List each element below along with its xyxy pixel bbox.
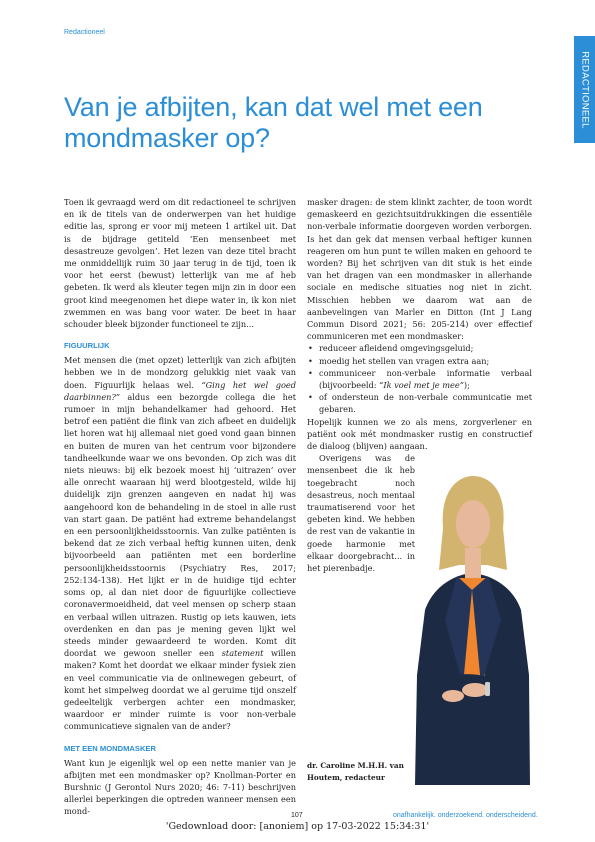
article-title: Van je afbijten, kan dat wel met een mondmasker op? <box>64 92 483 153</box>
list-item: • moedig het stellen van vragen extra aan; <box>307 355 532 367</box>
photo-caption: dr. Caroline M.H.H. van Houtem, redacteur <box>307 761 404 782</box>
section-label: Redactioneel <box>64 29 105 36</box>
list-item-end: ); <box>463 380 470 391</box>
download-notice: 'Gedownload door: [anoniem] op 17-03-2022 15:34:31' <box>165 821 430 832</box>
heading-figuurlijk: FIGUURLIJK <box>64 341 110 351</box>
footer-slogan: onafhankelijk. onderzoekend. onderscheidend. <box>393 812 538 819</box>
watch-shape <box>485 682 490 696</box>
figuurlijk-paragraph <box>64 354 296 732</box>
side-tab <box>574 36 595 143</box>
figuurlijk-text-3: willen maken? Komt het doordat we elkaar minder fysiek zien en veel communicatie via de onlinewegen gebeurt, of komt het simpelweg doordat we al geruime tijd onszelf gedeeltelijk verbergen achter een mondmasker, waardoor er minder ruimte is voor non-verbale communicatieve signalen van de ander? <box>64 648 296 732</box>
author-photo <box>415 470 530 785</box>
list-item-text: communiceer non-verbale informatie verbaal (bijvoorbeeld: <box>319 367 532 391</box>
column-left <box>64 196 296 818</box>
list-item <box>307 367 532 391</box>
mondmasker-paragraph-1: Want kun je eigenlijk wel op een nette manier van je afbijten met een mondmasker op? Knollman-Porter en Burshnic (J Gerontol Nurs 2020; 46: 7-11) beschrijven allerlei beperkingen die optreden wanneer mensen een mond- <box>64 757 296 817</box>
hand-right <box>442 690 464 702</box>
hand-left <box>462 683 488 697</box>
figuurlijk-emphasis: statement <box>221 648 264 659</box>
recommendation-list <box>307 342 532 415</box>
closing-paragraph: Overigens was de mensenbeet die ik heb toegebracht noch desastreus, noch mentaal traumatiserend voor het gebeten kind. We hebben de rest van de vakantie in goede harmonie met elkaar doorgebracht... in het pierenbadje. <box>307 453 415 574</box>
heading-mondmasker: MET EEN MONDMASKER <box>64 743 156 753</box>
figuurlijk-text-2: aldus een bezorgde collega die het rumoer in mijn behandelkamer had gehoord. Het betrof een patiënt die flink van zich afbeet en duidelijk liet horen wat hij allemaal niet goed vond gaan binnen en buiten de muren van het centrum voor bijzondere tandheelkunde waar we ons bevonden. Op zich was dit niets nieuws: bij elk bezoek moest hij ‘uitrazen’ over alle onrecht waaraan hij werd blootgesteld, wilde hij duidelijk zijn grenzen aangeven en nadat hij was aangehoord kon de behandeling in de stoel in alle rust van start gaan. De patiënt had extreme behandelangst en een persoonlijkheidsstoornis. Van zulke patiënten is bekend dat ze zich verbaal heftig kunnen uiten, denk bijvoorbeeld aan patiënten met een borderline persoonlijkheidsstoornis (Psychiatry Res, 2017; 252:134-138). Het lijkt er in de huidige tijd echter soms op, al dan niet door de figuurlijke collectieve coronavermoeidheid, dat veel mensen op scherp staan en verbaal willen uitrazen. Rustig op iets kauwen, iets overdenken en dan pas je mening geven lijkt wel steeds minder gewaardeerd te worden. Komt dit doordat we gewoon sneller een <box>64 391 296 659</box>
list-item: • reduceer afleidend omgevingsgeluid; <box>307 342 532 354</box>
intro-paragraph: Toen ik gevraagd werd om dit redactioneel te schrijven en ik de titels van de onderwerpen van het huidige editie las, sprong er voor mij meteen 1 artikel uit. Dat is de bijdrage getiteld ‘Een mensenbeet met desastreuze gevolgen’. Het lezen van deze titel bracht me onmiddellijk ruim 30 jaar terug in de tijd, toen ik voor het eerst (bewust) letterlijk van me af heb gebeten. Ik werd als kleuter tegen mijn zin in door een groot kind meegenomen het diepe water in, ik kon niet zwemmen en was bang voor water. De beet in haar schouder bleek bijzonder functioneel te zijn... <box>64 197 296 330</box>
mondmasker-paragraph-2: masker dragen: de stem klinkt zachter, de toon wordt gemaskeerd en gezichtsuitdrukkingen die essentiële non-verbale informatie doorgeven worden verborgen. Is het dan gek dat mensen verbaal heftiger kunnen reageren om hun punt te willen maken en gehoord te worden? Bij het schrijven van dit stuk is het einde van het dragen van een mondmasker in allerhande sociale en medische situaties nog niet in zicht. Misschien hebben we daarom wat aan de aanbevelingen van Marler en Ditton (Int J Lang Commun Disord 2021; 56: 205-214) over effectief communiceren met een mondmasker: <box>307 197 532 342</box>
list-item-quote: “Ik voel met je mee” <box>379 380 464 391</box>
face-shape <box>456 500 490 548</box>
side-tab-label: REDACTIONEEL <box>579 50 590 129</box>
mondmasker-paragraph-3: Hopelijk kunnen we zo als mens, zorgverlener en patiënt ook mét mondmasker rustig en constructief de dialoog (blijven) aangaan. <box>307 416 532 452</box>
figuurlijk-quote: “Ging het wel goed daarbinnen?” <box>64 379 296 402</box>
figuurlijk-text-1: Met mensen die (met opzet) letterlijk van zich afbijten hebben we in de mondzorg gelukkig niet vaak van doen. Figuurlijk helaas wel. <box>64 355 296 390</box>
list-item: • of ondersteun de non-verbale communicatie met gebaren. <box>307 391 532 415</box>
neck-shape <box>465 548 481 578</box>
page-number: 107 <box>291 812 303 819</box>
